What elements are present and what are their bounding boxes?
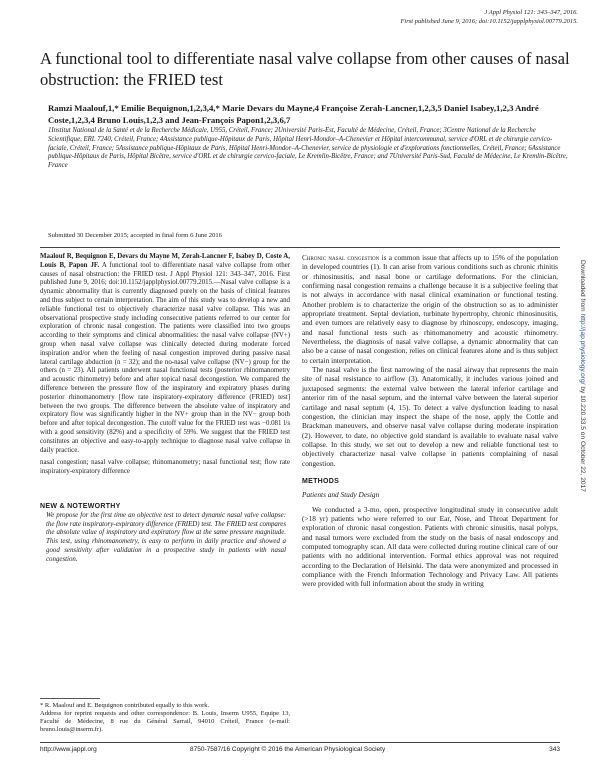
footnotes bbox=[40, 702, 290, 734]
abstract-body: A functional tool to differentiate nasal valve collapse from other causes of nasal obstruction: the FRIED test. J Appl Physiol 121: 343–347, 2016. First published June 9, 2016; doi:10.1152/japplphysiol.00779.2015.—Nasal valve collapse is a dynamic abnormality that is currently diagnosed purely on the basis of clinical features and thus subject to certain interpretation. The aim of this study was to develop a new and reliable functional test to objectively characterize nasal valve collapse. This was an observational prospective study including consecutive patients referred to our center for exploration of chronic nasal congestion. The patients were classified into two groups according to their symptoms and clinical abnormalities: the nasal valve collapse (NV+) group when nasal valve collapse was clinically detected during moderate forced inspiration and/or when the feeling of nasal congestion improved during passive nasal lateral cartilage abduction (n = 32); and the no-nasal valve collapse (NV−) group for the others (n = 23). All patients underwent nasal functional tests (posterior rhinomanometry and acoustic rhinometry) before and after topical nasal decongestion. We compared the difference between the pressure flow of the inspiratory and expiratory phases during posterior rhinomanometry [flow rate inspiratory-expiratory difference (FRIED) test] between the two groups. The difference between the absolute value of inspiratory and expiratory flow was significantly higher in the NV+ group than in the NV− group both before and after topical decongestion. The cutoff value for the FRIED test was −0.081 l/s with a good sensitivity (82%) and a specificity of 59%. We suggest that the FRIED test constitutes an objective and easy-to-apply technique to diagnose nasal valve collapse in daily practice. bbox=[40, 261, 291, 454]
correspondence-address: Address for reprint requests and other correspondence: B. Louis, Inserm U955, Equipe 13, Faculté de Médecine, 8 rue du Général Sarrail, 94010 Créteil, France (e-mail: bruno.louis@inserm.fr). bbox=[40, 710, 290, 733]
intro-lead-in: Chronic nasal congestion bbox=[302, 253, 380, 262]
abstract bbox=[40, 253, 290, 455]
footnote-divider bbox=[40, 698, 100, 699]
article-title: A functional tool to differentiate nasal valve collapse from other causes of nasal obstruction: the FRIED test bbox=[40, 49, 570, 89]
copyright-line: 8750-7587/16 Copyright © 2016 the American Physiological Society bbox=[190, 746, 386, 753]
download-sidebar bbox=[578, 260, 590, 600]
keywords: nasal congestion; nasal valve collapse; rhinomanometry; nasal functional test; flow rate inspiratory-expiratory difference bbox=[40, 459, 290, 476]
equal-contribution-note: * R. Maalouf and E. Bequignon contributed equally to this work. bbox=[40, 702, 210, 709]
download-link[interactable]: http://jap.physiology.org/ bbox=[579, 313, 586, 385]
author-list: Ramzi Maalouf,1,* Emilie Bequignon,1,2,3,4,* Marie Devars du Mayne,4 Françoise Zerah-Lancner,1,2,3,5 Daniel Isabey,1,2,3 André Coste,1,2,3,4 Bruno Louis,1,2,3 and Jean-François Papon1,2,3,6,7 bbox=[48, 103, 539, 125]
abstract-citation: Maalouf R, Bequignon E, Devars du Mayne M, Zerah-Lancner F, Isabey D, Coste A, Louis B, Papon JF. bbox=[40, 253, 290, 269]
left-column bbox=[40, 253, 290, 565]
affiliations: 1Institut National de la Santé et de la Recherche Médicale, U955, Créteil, France; 2Université Paris-Est, Faculté de Médecine, Créteil, France; 3Centre National de la Recherche Scientifique, ERL 7240, Créteil, France; 4Assistance publique-Hôpitaux de Paris, Hôpital Henri-Mondor–A-Chenevier et Hôpital intercommunal, service d'ORL et de chirurgie cervico-faciale, Créteil, France; 5Assistance publique-Hôpitaux de Paris, Hôpital Henri-Mondor–A-Chenevier, service de physiologie et d'explorations fonctionnelles, Créteil, France; 6Assistance publique-Hôpitaux de Paris, Hôpital Bicêtre, service d'ORL et de chirurgie cervico-faciale, Le Kremlin-Bicêtre, France; and 7Université Paris-Sud, Faculté de Médecine, Le Kremlin-Bicêtre, France bbox=[48, 127, 568, 170]
methods-heading: METHODS bbox=[302, 477, 340, 485]
patients-design-subheading: Patients and Study Design bbox=[302, 490, 380, 500]
download-suffix: by 10.220.33.5 on October 22, 2017 bbox=[579, 384, 586, 492]
page-number: 343 bbox=[549, 746, 560, 753]
journal-citation-line: J Appl Physiol 121: 343–347, 2016. bbox=[484, 9, 578, 16]
published-doi-line: First published June 9, 2016; doi:10.1152/japplphysiol.00779.2015. bbox=[400, 17, 578, 25]
journal-url[interactable]: http://www.jappl.org bbox=[40, 746, 97, 753]
submission-dates: Submitted 30 December 2015; accepted in final form 6 June 2016 bbox=[48, 232, 222, 239]
methods-paragraph-1: We conducted a 3-mo, open, prospective longitudinal study in consecutive adult (>18 yr) patients who were referred to our Ear, Nose, and Throat Department for exploration of chronic nasal congestion. Patients with chronic sinusitis, nasal polyps, and nasal tumors were excluded from the study on the basis of nasal endoscopy and computed tomography scan. All data were collected during routine clinical care of our patients with no additional intervention. Formal ethics approval was not required according to the Declaration of Helsinki. The data were anonymized and processed in compliance with the French Information Technology and Privacy Law. All patients were provided with full information about the study in writing bbox=[302, 504, 558, 589]
running-header bbox=[400, 9, 578, 26]
new-noteworthy-heading: NEW & NOTEWORTHY bbox=[40, 502, 121, 510]
header-divider bbox=[40, 247, 560, 248]
intro-paragraph-1 bbox=[302, 253, 558, 365]
new-noteworthy-text: We propose for the first time an objective test to detect dynamic nasal valve collapse: the flow rate inspiratory-expiratory difference (FRIED) test. The FRIED test compares the absolute value of inspiratory and expiratory flow at the same pressure magnitude. This test, using rhinomanometry, is easy to perform in daily practice and showed a good sensitivity after validation in a prospective study in patients with nasal congestion. bbox=[46, 511, 286, 563]
download-prefix: Downloaded from bbox=[579, 260, 586, 314]
intro-paragraph-1-text: is a common issue that affects up to 15% of the population in developed countries (1). It can arise from various conditions such as chronic rhinitis or rhinosinusitis, and nasal bone or cartilage deformations. For the clinician, confirming nasal congestion remains a challenge because it is a subjective feeling that is not always in accordance with nasal clinical examination or functional testing. Another problem is to characterize the origin of the obstruction so as to administer appropriate treatment. Septal deviation, turbinate hypertrophy, chronic rhinosinusitis, and even tumors are relatively easy to diagnose by rhinoscopy, endoscopy, imaging, and nasal functional tests such as rhinomanometry and acoustic rhinometry. Nevertheless, the diagnosis of nasal valve collapse, a dynamic abnormality that can also be a cause of nasal congestion, relies on clinical features alone and is thus subject to certain interpretation. bbox=[302, 253, 558, 365]
intro-paragraph-2: The nasal valve is the first narrowing of the nasal airway that represents the main site of nasal resistance to airflow (3). Anatomically, it includes various joined and juxtaposed segments: the external valve between the lateral inferior cartilage and anterior rim of the nasal septum, and the internal valve between the lateral superior cartilage and nasal septum (4, 15). To detect a valve dysfunction leading to nasal congestion, the clinician may inspect the shape of the nose, apply the Cottle and Brackman maneuvers, and observe nasal valve collapse during moderate inspiration (2). However, to date, no objective gold standard is available to evaluate nasal valve collapse. In this study, we set out to develop a new and reliable functional test to objectively characterize nasal valve collapse in patients complaining of nasal congestion. bbox=[302, 365, 558, 468]
footer-divider bbox=[40, 742, 560, 743]
right-column bbox=[302, 253, 558, 589]
